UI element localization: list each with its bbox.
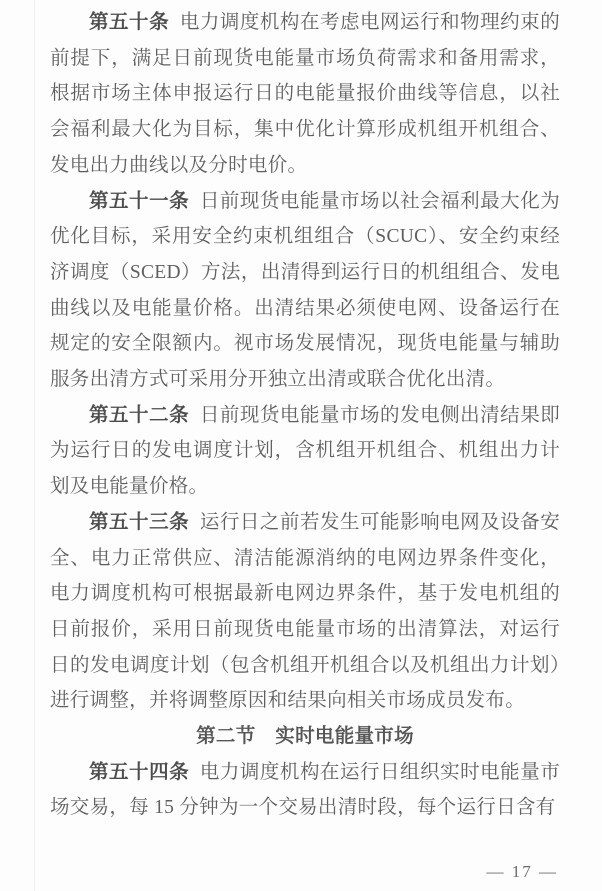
article-number-54: 第五十四条 bbox=[89, 761, 190, 783]
page-number: — 17 — bbox=[486, 862, 558, 881]
scan-artifact-line bbox=[34, 0, 35, 891]
article-number-53: 第五十三条 bbox=[89, 511, 190, 533]
article-number-50: 第五十条 bbox=[89, 12, 170, 33]
article-paragraph-52 bbox=[50, 398, 560, 505]
article-paragraph-50 bbox=[50, 5, 560, 184]
article-text-53: 运行日之前若发生可能影响电网及设备安全、电力正常供应、清洁能源消纳的电网边界条件变化，电力调度机构可根据最新电网边界条件，基于发电机组的日前报价，采用日前现货电能量市场的出清算法，对运行日的发电调度计划（包含机组开机组合以及机组出力计划）进行调整，并将调整原因和结果向相关市场成员发布。 bbox=[50, 511, 561, 712]
article-number-51: 第五十一条 bbox=[89, 190, 190, 212]
article-paragraph-53 bbox=[50, 505, 560, 719]
article-number-52: 第五十二条 bbox=[89, 404, 190, 426]
document-body bbox=[50, 5, 560, 826]
article-paragraph-51 bbox=[50, 184, 560, 398]
section-heading: 第二节 实时电能量市场 bbox=[196, 726, 414, 748]
article-text-50: 电力调度机构在考虑电网运行和物理约束的前提下，满足日前现货电能量市场负荷需求和备用需求，根据市场主体申报运行日的电能量报价曲线等信息，以社会福利最大化为目标，集中优化计算形成机组开机组合、发电出力曲线以及分时电价。 bbox=[50, 12, 560, 176]
article-text-54: 电力调度机构在运行日组织实时电能量市场交易，每 15 分钟为一个交易出清时段，每个运行日含有 bbox=[50, 761, 561, 819]
article-text-52: 日前现货电能量市场的发电侧出清结果即为运行日的发电调度计划，含机组开机组合、机组出力计划及电能量价格。 bbox=[50, 404, 561, 498]
article-text-51: 日前现货电能量市场以社会福利最大化为优化目标，采用安全约束机组组合（SCUC）、安全约束经济调度（SCED）方法，出清得到运行日的机组组合、发电曲线以及电能量价格。出清结果必须使电网、设备运行在规定的安全限额内。视市场发展情况，现货电能量与辅助服务出清方式可采用分开独立出清或联合优化出清。 bbox=[50, 190, 561, 391]
article-paragraph-54 bbox=[50, 755, 560, 826]
